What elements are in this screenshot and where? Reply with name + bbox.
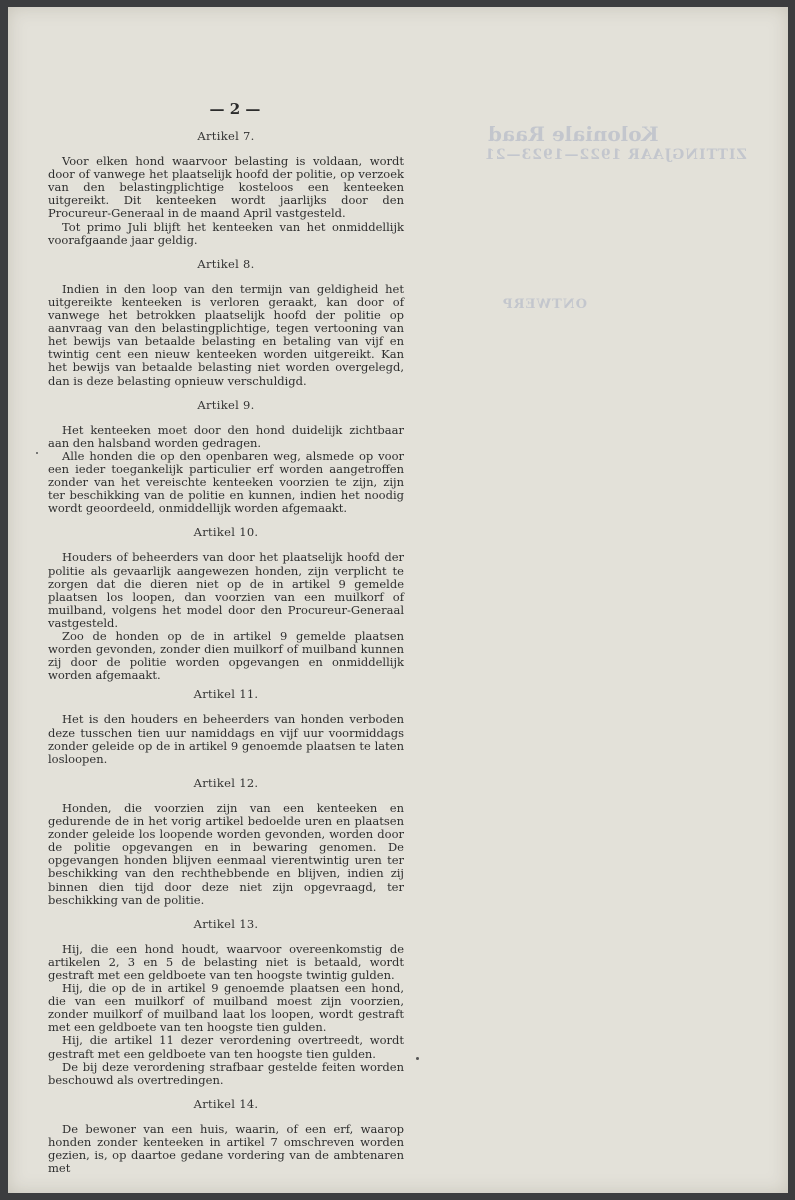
- article-paragraph: Indien in den loop van den termijn van geldigheid het uitgereikte kenteeken is verloren geraakt, kan door of vanwege het betrokken plaatselijk hoofd der politie op aanvraag van den belastingplichtige, tegen vertooning van het bewijs van betaalde belasting en betaling van vijf en twintig cent een nieuw kenteeken worden uitgereikt. Kan het bewijs van betaalde belasting niet worden overgelegd, dan is deze belasting opnieuw verschuldigd.: [48, 281, 404, 388]
- article-paragraph: Honden, die voorzien zijn van een kenteeken en gedurende de in het vorig artikel bedoelde uren en plaatsen zonder geleide los loopende worden gevonden, worden door de politie opgevangen en in bewaring genomen. De opgevangen honden blijven eenmaal vierentwintig uren ter beschikking van den rechthebbende en blijven, indien zij binnen dien tijd door deze niet zijn opgevraagd, ter beschikking van de politie.: [48, 800, 404, 907]
- article-paragraph: Het is den houders en beheerders van honden verboden deze tusschen tien uur namiddags en vijf uur voormiddags zonder geleide op de in artikel 9 genoemde plaatsen te laten losloopen.: [48, 712, 404, 766]
- ink-speck: [416, 1057, 419, 1060]
- article-paragraph: Zoo de honden op de in artikel 9 gemelde plaatsen worden gevonden, zonder dien muilkorf of muilband kunnen zij door de politie worden opgevangen en onmiddellijk worden afgemaakt.: [48, 629, 404, 683]
- article-paragraph: Hij, die op de in artikel 9 genoemde plaatsen een hond, die van een muilkorf of muilband moest zijn voorzien, zonder muilkorf of muilband laat los loopen, wordt gestraft met een geldboete van ten hoogste tien gulden.: [48, 981, 404, 1035]
- article-section: [48, 1098, 404, 1175]
- article-heading: Artikel 13.: [193, 916, 259, 931]
- article-section: [48, 258, 404, 388]
- article-section: [48, 130, 404, 247]
- bleed-through-stamp: Koloniale Raad: [488, 122, 659, 146]
- article-section: [48, 777, 404, 907]
- article-heading: Artikel 14.: [193, 1096, 259, 1111]
- article-section: [48, 526, 404, 682]
- article-section: [48, 399, 404, 516]
- article-paragraph: Het kenteeken moet door den hond duidelijk zichtbaar aan den halsband worden gedragen.: [48, 422, 404, 450]
- document-body: [48, 130, 404, 1186]
- article-heading: Artikel 11.: [193, 687, 259, 702]
- article-paragraph: Voor elken hond waarvoor belasting is voldaan, wordt door of vanwege het plaatselijk hoofd der politie, op verzoek van den belastingplichtige kosteloos een kenteeken uitgereikt. Dit kenteeken wordt jaarlijks door den Procureur-Generaal in de maand April vastgesteld.: [48, 154, 404, 221]
- article-heading: Artikel 7.: [197, 129, 255, 143]
- article-paragraph: De bij deze verordening strafbaar gestelde feiten worden beschouwd als overtredingen.: [48, 1059, 404, 1087]
- article-heading: Artikel 9.: [197, 397, 255, 412]
- bleed-through-stamp-line: ZITTINGJAAR 1922—1923—21: [484, 147, 747, 163]
- article-heading: Artikel 10.: [193, 525, 259, 540]
- article-paragraph: Tot primo Juli blijft het kenteeken van het onmiddellijk voorafgaande jaar geldig.: [48, 219, 404, 247]
- article-section: [48, 688, 404, 765]
- article-paragraph: Hij, die een hond houdt, waarvoor overeenkomstig de artikelen 2, 3 en 5 de belasting niet is betaald, wordt gestraft met een geldboete van ten hoogste twintig gulden.: [48, 941, 404, 982]
- article-heading: Artikel 12.: [193, 775, 259, 790]
- article-section: [48, 918, 404, 1087]
- article-paragraph: De bewoner van een huis, waarin, of een erf, waarop honden zonder kenteeken in artikel 7 omschreven worden gezien, is, op daartoe gedane vordering van de ambtenaren met: [48, 1121, 404, 1176]
- article-paragraph: Houders of beheerders van door het plaatselijk hoofd der politie als gevaarlijk aangewezen honden, zijn verplicht te zorgen dat die dieren niet op de in artikel 9 gemelde plaatsen los loopen, dan voorzien van een muilkorf of muilband, volgens het model door den Procureur-Generaal vastgesteld.: [48, 550, 404, 630]
- page-number: — 2 —: [209, 100, 261, 118]
- bleed-through-label: ONTWERP: [502, 297, 587, 312]
- article-paragraph: Hij, die artikel 11 dezer verordening overtreedt, wordt gestraft met een geldboete van ten hoogste tien gulden.: [48, 1033, 404, 1061]
- article-heading: Artikel 8.: [197, 256, 255, 271]
- article-paragraph: Alle honden die op den openbaren weg, alsmede op voor een ieder toegankelijk particulier erf worden aangetroffen zonder van het vereischte kenteeken voorzien te zijn, zijn ter beschikking van de politie en kunnen, indien het noodig wordt geoordeeld, onmiddellijk worden afgemaakt.: [48, 448, 404, 516]
- ink-speck: [36, 452, 38, 454]
